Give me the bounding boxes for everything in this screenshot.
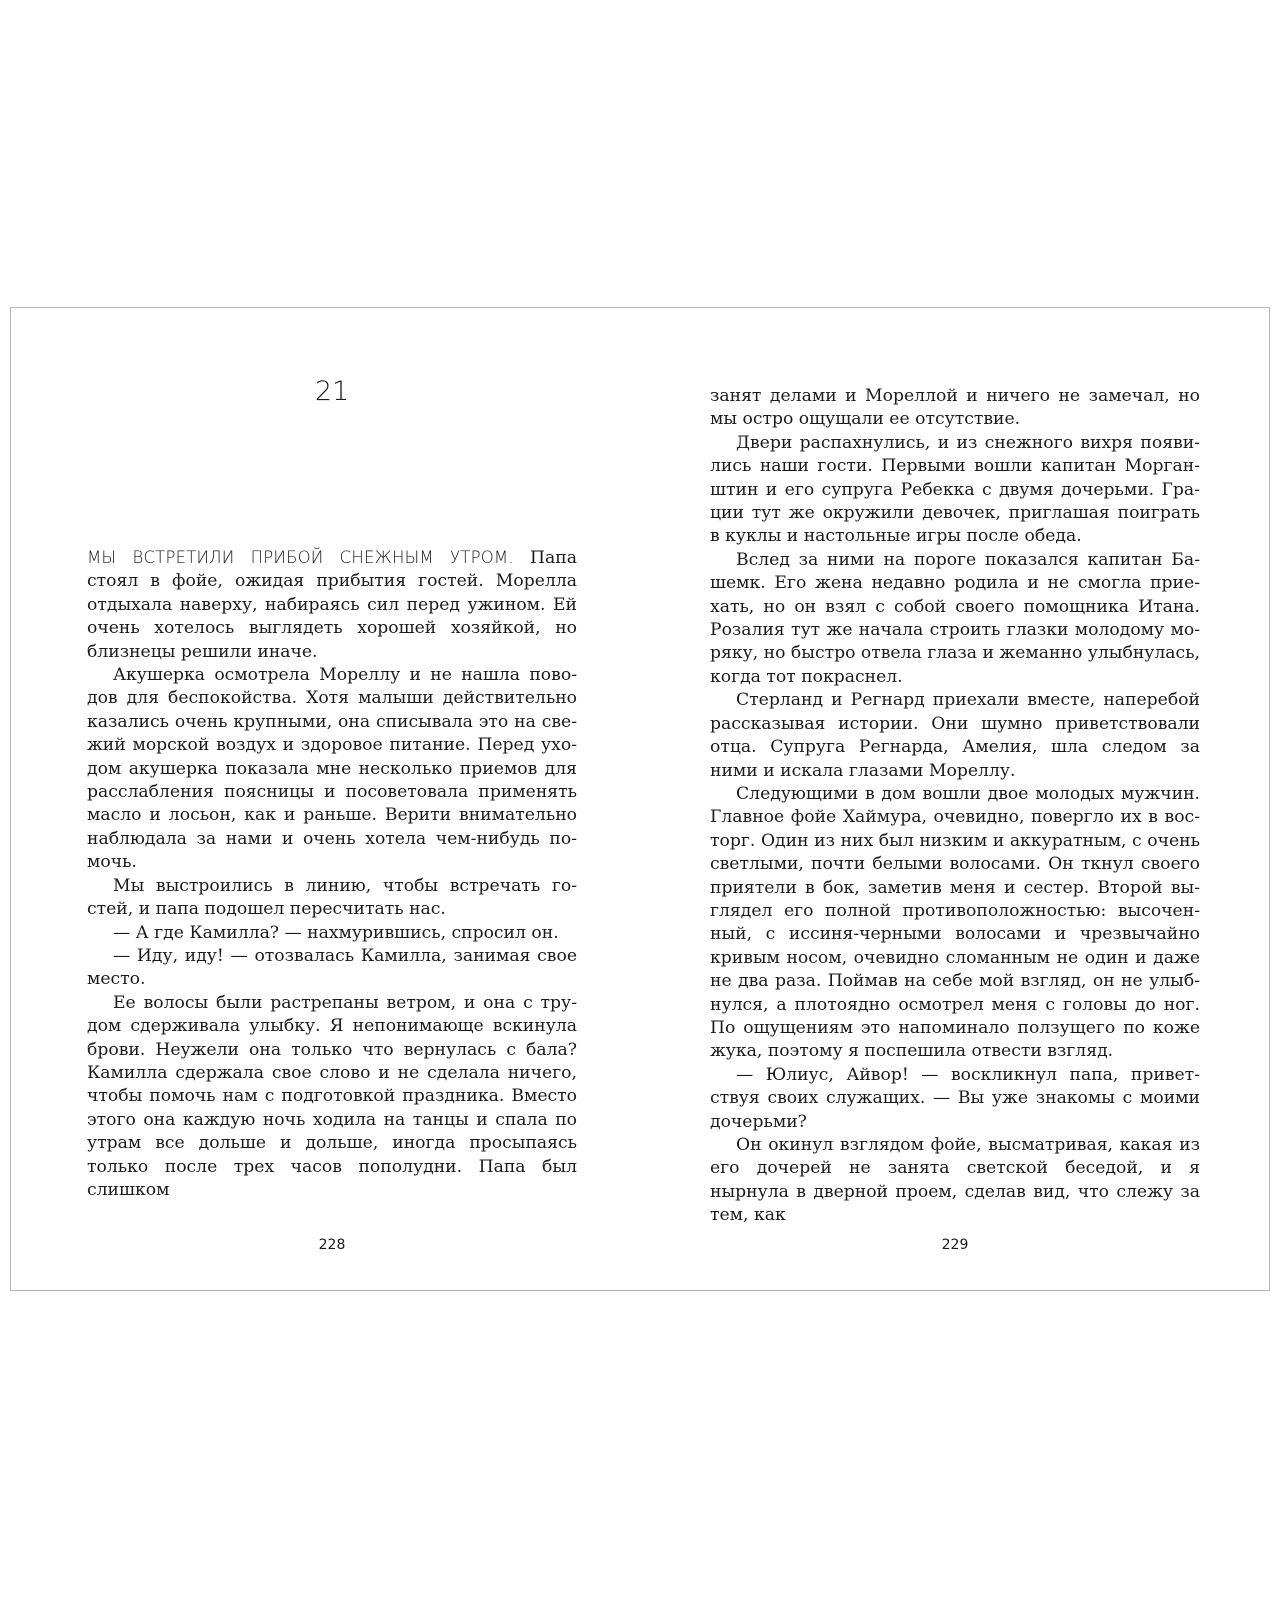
chapter-number: 21 xyxy=(314,376,350,407)
paragraph: Ее волосы были растрепаны ветром, и она с трудом сдерживала улыбку. Я непонимающе вскинула брови. Неужели она только что вернулась с бала? Камилла сдержала свое слово и не сделала ничего, чтобы помочь нам с подготовкой праздника. Вместо этого она каждую ночь ходила на танцы и спала по утрам все дольше и дольше, иногда просыпаясь только после трех часов пополудни. Папа был слишком xyxy=(87,992,577,1200)
page-number: 228 xyxy=(318,1237,346,1253)
lead-in: МЫ ВСТРЕТИЛИ ПРИБОЙ СНЕЖНЫМ УТРОМ. xyxy=(87,548,514,567)
paragraph: Он окинул взглядом фойе, высматривая, какая из его дочерей не занята светской беседой, и я нырнула в дверной проем, сделав вид, что слежу за тем, как xyxy=(710,1135,1200,1226)
page-number: 229 xyxy=(941,1237,969,1253)
paragraph-rest: Папа стоял в фойе, ожидая прибытия гостей. Морелла отдыхала наверху, набираясь сил перед ужином. Ей очень хотелось выглядеть хорошей хозяйкой, но близнецы решили иначе. xyxy=(87,548,577,662)
paragraph: занят делами и Мореллой и ничего не замечал, но мы остро ощущали ее отсутствие. xyxy=(710,386,1200,430)
book-spread xyxy=(10,307,1270,1291)
paragraph: — Юлиус, Айвор! — воскликнул папа, приветствуя своих служащих. — Вы уже знакомы с моими дочерьми? xyxy=(710,1064,1200,1132)
paragraph xyxy=(87,546,577,664)
paragraph: Двери распахнулись, и из снежного вихря появились наши гости. Первыми вошли капитан Морганштин и его супруга Ребекка с двумя дочерьми. Грации тут же окружили девочек, приглашая поиграть в куклы и настольные игры после обеда. xyxy=(710,432,1200,547)
right-page xyxy=(710,308,1200,1290)
paragraph: Стерланд и Регнард приехали вместе, наперебой рассказывая истории. Они шумно приветствовали отца. Супруга Регнарда, Амелия, шла следом за ними и искала глазами Мореллу. xyxy=(710,690,1200,781)
paragraph: Вслед за ними на пороге показался капитан Башемк. Его жена недавно родила и не смогла приехать, но он взял с собой своего помощника Итана. Розалия тут же начала строить глазки молодому моряку, но быстро отвела глаза и жеманно улыбнулась, когда тот покраснел. xyxy=(710,549,1200,687)
paragraph: Следующими в дом вошли двое молодых мужчин. Главное фойе Хаймура, очевидно, повергло их в восторг. Один из них был низким и аккуратным, с очень светлыми, почти белыми волосами. Он ткнул своего приятели в бок, заметив меня и сестер. Второй выглядел его полной противоположностью: высоченный, с иссиня-черными волосами и чрезвычайно кривым носом, очевидно сломанным не один и даже не два раза. Поймав на себе мой взгляд, он не улыбнулся, а плотоядно осмотрел меня с головы до ног. По ощущениям это напоминало ползущего по коже жука, поэтому я поспешила отвести взгляд. xyxy=(710,783,1200,1062)
paragraph: — Иду, иду! — отозвалась Камилла, занимая свое место. xyxy=(87,945,577,990)
paragraph: Акушерка осмотрела Мореллу и не нашла поводов для беспокойства. Хотя малыши действительно казались очень крупными, она списывала это на свежий морской воздух и здоровое питание. Перед уходом акушерка показала мне несколько приемов для расслабления поясницы и посоветовала применять масло и лосьон, как и раньше. Верити внимательно наблюдала за нами и очень хотела чем-нибудь помочь. xyxy=(87,665,577,873)
paragraph: — А где Камилла? — нахмурившись, спросил он. xyxy=(113,922,559,943)
left-page xyxy=(87,308,577,1290)
paragraph: Мы выстроились в линию, чтобы встречать гостей, и папа подошел пересчитать нас. xyxy=(87,875,577,920)
left-page-text xyxy=(87,546,577,1202)
right-page-text xyxy=(710,385,1200,1228)
